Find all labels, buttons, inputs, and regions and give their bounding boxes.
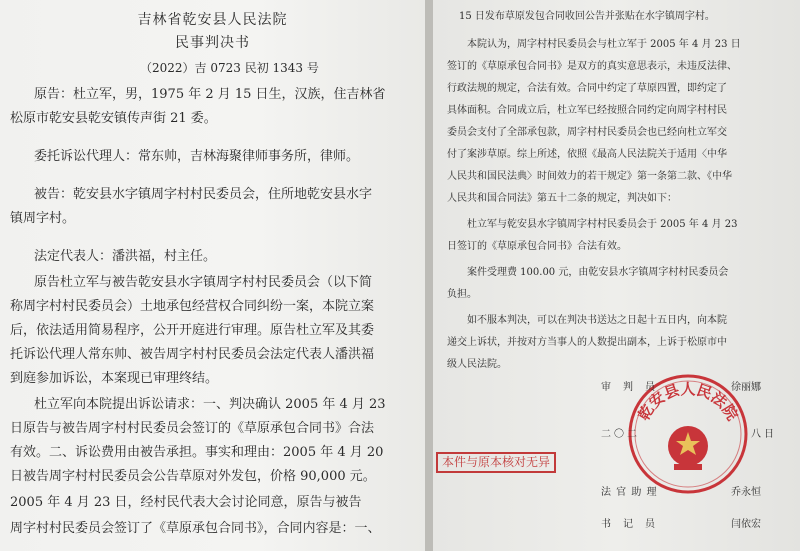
text-line: 原告：杜立军，男，1975 年 2 月 15 日生，汉族，住吉林省	[34, 87, 386, 102]
text-line: 2005 年 4 月 23 日，经村民代表大会讨论同意，原告与被告	[10, 495, 362, 510]
text-line: 日原告与被告周字村村民委员会签订的《草原承包合同书》合法	[10, 421, 375, 436]
judge-role: 审 判 员	[601, 382, 656, 393]
text-line: 日签订的《草原承包合同书》合法有效。	[447, 241, 627, 252]
text-line: 杜立军与乾安县水字镇周字村村民委员会于 2005 年 4 月 23	[467, 219, 738, 230]
right-page	[433, 0, 800, 551]
text-line: 本院认为，周字村村民委员会与杜立军于 2005 年 4 月 23 日	[467, 39, 741, 50]
document-type: 民事判决书	[175, 35, 250, 51]
text-line: 到庭参加诉讼，本案现已审理终结。	[10, 371, 219, 386]
text-line: 日被告周字村村民委员会公告草原对外发包，价格 90,000 元。	[10, 469, 376, 484]
text-line: 镇周字村。	[10, 211, 76, 226]
text-line: 付了案涉草原。综上所述，依照《最高人民法院关于适用〈中华	[447, 149, 727, 160]
page-gap	[425, 0, 433, 551]
assistant-name: 乔永恒	[731, 487, 761, 498]
text-line: 人民共和国民法典〉时间效力的若干规定》第一条第二款、《中华	[447, 171, 732, 182]
text-line: 杜立军向本院提出诉讼请求：一、判决确认 2005 年 4 月 23	[34, 397, 386, 412]
date-partial-left: 二〇二	[601, 429, 640, 440]
national-emblem-icon	[668, 426, 708, 470]
judge-name: 徐丽娜	[731, 382, 761, 393]
text-line: 负担。	[447, 289, 477, 300]
date-partial-right: 八日	[751, 429, 777, 440]
text-line: 托诉讼代理人常东帅、被告周字村村民委员会法定代表人潘洪福	[10, 347, 375, 362]
clerk-role: 书 记 员	[601, 519, 656, 530]
seal-text: 乾安县人民法院	[634, 380, 742, 424]
text-line: 行政法规的规定，合法有效。合同中约定了草原四置，即约定了	[447, 83, 727, 94]
text-line: 签订的《草原承包合同书》是双方的真实意思表示，未违反法律、	[447, 61, 737, 72]
text-line: 委托诉讼代理人：常东帅，吉林海聚律师事务所，律师。	[34, 149, 360, 164]
assistant-role: 法 官 助 理	[601, 487, 658, 498]
clerk-name: 闫依宏	[731, 519, 761, 530]
text-line: 法定代表人：潘洪福，村主任。	[34, 249, 217, 264]
text-line: 案件受理费 100.00 元，由乾安县水字镇周字村村民委员会	[467, 267, 729, 278]
text-line: 称周字村村民委员会）土地承包经营权合同纠纷一案，本院立案	[10, 299, 375, 314]
text-line: 原告杜立军与被告乾安县水字镇周字村村民委员会（以下简	[34, 275, 373, 290]
text-line: 递交上诉状，并按对方当事人的人数提出副本，上诉于松原市中	[447, 337, 727, 348]
text-line: 15 日发布草原发包合同收回公告并张贴在水字镇周字村。	[459, 11, 715, 22]
text-line: 委员会支付了全部承包款，周字村村民委员会也已经向杜立军交	[447, 127, 727, 138]
text-line: 有效。二、诉讼费用由被告承担。事实和理由：2005 年 4 月 20	[10, 445, 384, 460]
text-line: 级人民法院。	[447, 359, 507, 370]
text-line: 人民共和国合同法》第五十二条的规定，判决如下：	[447, 193, 677, 204]
text-line: 松原市乾安县乾安镇传声街 21 委。	[10, 111, 217, 126]
text-line: 如不服本判决，可以在判决书送达之日起十五日内，向本院	[467, 315, 727, 326]
case-number: （2022）吉 0723 民初 1343 号	[140, 61, 319, 75]
text-line: 周字村村民委员会签订了《草原承包合同书》，合同内容是：一、	[10, 521, 381, 536]
verification-stamp: 本件与原本核对无异	[436, 452, 556, 473]
text-line: 被告：乾安县水字镇周字村村民委员会，住所地乾安县水字	[34, 187, 373, 202]
text-line: 具体面积。合同成立后，杜立军已经按照合同约定向周字村村民	[447, 105, 727, 116]
court-name: 吉林省乾安县人民法院	[137, 12, 288, 28]
text-line: 后，依法适用简易程序，公开开庭进行审理。原告杜立军及其委	[10, 323, 375, 338]
